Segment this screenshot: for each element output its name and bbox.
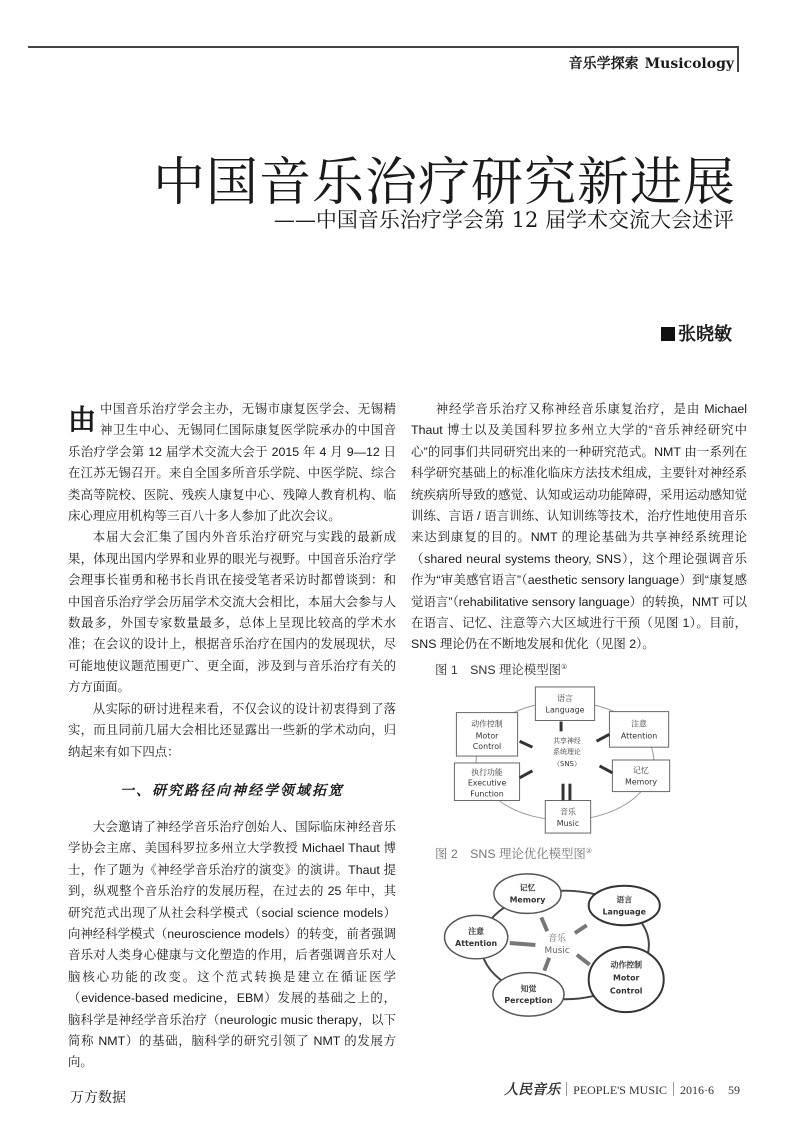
caption-text: 图 2 SNS 理论优化模型图 xyxy=(435,847,586,862)
article-subtitle: ——中国音乐治疗学会第 12 届学术交流大会述评 xyxy=(273,208,734,232)
svg-text:Function: Function xyxy=(470,789,504,799)
watermark: 万方数据 xyxy=(70,1090,126,1106)
fig1-node-music xyxy=(545,800,590,833)
journal-name: PEOPLE'S MUSIC xyxy=(573,1083,667,1097)
svg-text:Memory: Memory xyxy=(625,777,658,787)
fig2-node-attention xyxy=(445,915,508,958)
fig1-node-motor xyxy=(456,713,517,756)
page-footer xyxy=(504,1079,740,1099)
fig2-node-memory xyxy=(494,874,561,913)
paragraph-text: 中国音乐治疗学会主办，无锡市康复医学会、无锡精神卫生中心、无锡同仁国际康复医学院承办的中国音乐治疗学会第 12 届学术交流大会于 2015 年 4 月 9—12 日在江苏无锡召开。来自全国多所音乐学院、中医学院、综合类高等院校、医院、残疾人康复中心、残障人教育机构、临床心理应用机构等三百八十多人参加了此次会议。 xyxy=(68,402,396,524)
svg-text:Motor: Motor xyxy=(475,731,499,741)
svg-text:Music: Music xyxy=(544,946,570,957)
section-cn: 音乐学探索 xyxy=(568,56,639,72)
svg-text:Control: Control xyxy=(472,742,502,752)
svg-text:Executive: Executive xyxy=(467,778,507,788)
right-column xyxy=(411,399,747,1026)
svg-text:Control: Control xyxy=(609,986,643,996)
svg-text:Music: Music xyxy=(556,819,580,829)
footnote-ref: ① xyxy=(561,663,568,671)
fig1-node-attention xyxy=(609,712,668,748)
svg-text:语言: 语言 xyxy=(616,895,633,905)
figure1-caption xyxy=(411,658,747,680)
author xyxy=(661,320,732,346)
paragraph: 本届大会汇集了国内外音乐治疗研究与实践的最新成果，体现出国内学界和业界的眼光与视野。中国音乐治疗学会理事长崔勇和秘书长肖讯在接受笔者采访时都曾谈到：和中国音乐治疗学会历届学术交流大会相比，本届大会参与人数最多，外国专家数量最多，总体上呈现比较高的学术水准；在会议的设计上，根据音乐治疗在国内的发展现状，尽可能地使议题范围更广、更全面，涉及到与音乐治疗有关的方方面面。 xyxy=(68,530,396,695)
svg-text:注意: 注意 xyxy=(468,927,485,937)
header-rule xyxy=(28,46,738,48)
left-column xyxy=(68,399,396,1074)
svg-text:Perception: Perception xyxy=(504,996,553,1006)
svg-text:（SNS）: （SNS） xyxy=(553,759,581,768)
fig1-node-memory xyxy=(612,760,669,792)
svg-text:记忆: 记忆 xyxy=(633,765,649,775)
svg-text:知觉: 知觉 xyxy=(520,984,537,994)
svg-text:Attention: Attention xyxy=(455,939,498,949)
svg-text:Motor: Motor xyxy=(613,973,640,983)
svg-text:语言: 语言 xyxy=(557,693,573,703)
fig2-node-language xyxy=(589,886,660,925)
section-heading: 一、研究路径向神经学领域拓宽 xyxy=(120,782,344,799)
fig2-node-motor xyxy=(589,947,664,1012)
svg-text:共享神经: 共享神经 xyxy=(553,737,581,746)
svg-text:动作控制: 动作控制 xyxy=(471,719,503,729)
fig1-node-executive xyxy=(454,763,519,801)
svg-text:记忆: 记忆 xyxy=(519,883,536,893)
fig1-node-language xyxy=(535,687,594,721)
author-marker-icon xyxy=(661,327,675,341)
figure1-diagram xyxy=(435,682,695,838)
svg-text:音乐: 音乐 xyxy=(560,807,576,817)
svg-text:Attention: Attention xyxy=(620,731,658,741)
author-name: 张晓敏 xyxy=(678,324,732,345)
paragraph xyxy=(68,399,396,527)
svg-text:执行功能: 执行功能 xyxy=(471,767,503,777)
svg-text:Language: Language xyxy=(545,705,585,715)
section-label xyxy=(569,53,734,73)
drop-cap: 由 xyxy=(68,404,97,435)
section-en: Musicology xyxy=(644,56,734,72)
figure2-diagram xyxy=(435,866,695,1022)
fig2-node-perception xyxy=(493,973,564,1016)
svg-text:系统理论: 系统理论 xyxy=(553,748,581,757)
svg-text:Language: Language xyxy=(602,907,646,917)
fig1-center xyxy=(553,736,581,768)
issue: 2016·6 xyxy=(680,1083,714,1097)
svg-text:Memory: Memory xyxy=(509,895,546,905)
svg-text:动作控制: 动作控制 xyxy=(610,960,642,970)
footnote-ref: ② xyxy=(585,848,593,855)
fig2-center xyxy=(544,932,569,956)
paragraph: 从实际的研讨进程来看，不仅会议的设计初衷得到了落实，而且同前几届大会相比还显露出一些新的学术动向，归纳起来有如下四点： xyxy=(68,701,396,759)
caption-text: 图 1 SNS 理论模型图 xyxy=(435,663,561,677)
header-rule-vertical xyxy=(737,46,739,72)
paragraph: 大会邀请了神经学音乐治疗创始人、国际临床神经音乐学协会主席、美国科罗拉多州立大学教授 Michael Thaut 博士，作了题为《神经学音乐治疗的演变》的演讲。Thaut 提到，纵观整个音乐治疗的发展历程，在过去的 25 年中，其研究范式出现了从社会科学模式（social science models）向神经科学模式（neuroscience models）的转变，前者强调音乐对人类身心健康与文化塑造的作用，后者强调音乐对人脑核心功能的改变。这个范式转换是建立在循证医学（evidence-based medicine，EBM）发展的基础之上的，脑科学是神经学音乐治疗（neurologic music therapy，以下简称 NMT）的基础，脑科学的研究引领了 NMT 的发展方向。 xyxy=(68,819,396,1070)
article-title: 中国音乐治疗研究新进展 xyxy=(152,153,736,213)
page-number: 59 xyxy=(728,1083,740,1097)
paragraph: 神经学音乐治疗又称神经音乐康复治疗，是由 Michael Thaut 博士以及美国科罗拉多州立大学的“音乐神经研究中心”的同事们共同研究出来的一种研究范式。NMT 由一系列在科学研究基础上的标准化临床方法技术组成，主要针对神经系统疾病所导致的感觉、认知或运动功能障碍，采用运动感知觉训练、言语 / 语言训练、认知训练等技术，治疗性地使用音乐来达到康复的目的。NMT 的理论基础为共享神经系统理论（shared neural systems theory, SNS），这个理论强调音乐作为“审美感官语言”（aesthetic sensory language）到“康复感觉语言”（rehabilitative sensory language）的转换，NMT 可以在语言、记忆、注意等六大区域进行干预（见图 1）。目前，SNS 理论仍在不断地发展和优化（见图 2）。 xyxy=(411,402,747,652)
svg-text:注意: 注意 xyxy=(631,719,647,729)
figure2-caption xyxy=(411,842,747,864)
journal-logo: 人民音乐 xyxy=(504,1082,561,1098)
svg-text:音乐: 音乐 xyxy=(548,934,566,945)
